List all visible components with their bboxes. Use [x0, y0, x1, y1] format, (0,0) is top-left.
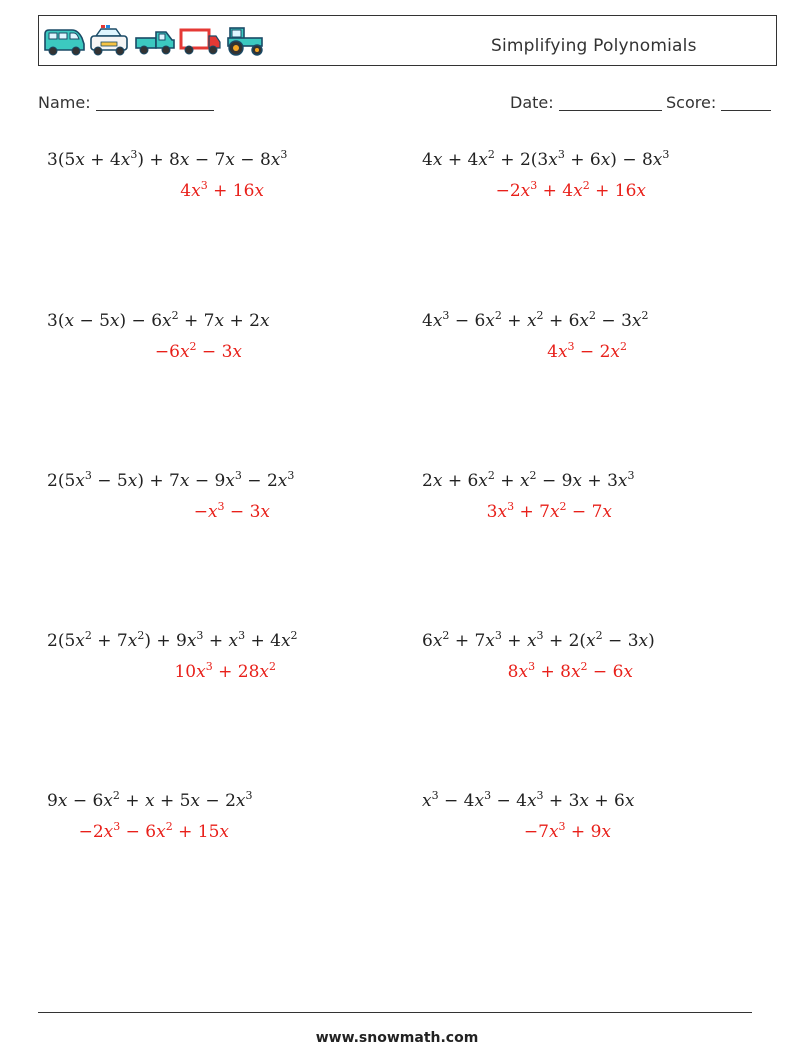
problem-answer: $-x^3 - 3x$: [193, 500, 270, 522]
problem-answer: $-7x^3 + 9x$: [523, 820, 611, 842]
name-label: Name:: [38, 93, 91, 112]
problem-answer: $-6x^2 - 3x$: [154, 340, 242, 362]
problem-answer: $8x^3 + 8x^2 - 6x$: [507, 660, 633, 682]
name-blank[interactable]: [96, 94, 214, 111]
box-truck-icon: [181, 30, 220, 54]
problem-expression: $2(5x^2 + 7x^2) + 9x^3 + x^3 + 4x^2$: [47, 629, 298, 651]
problem-expression: $4x^3 - 6x^2 + x^2 + 6x^2 - 3x^2$: [422, 309, 649, 331]
problem-answer: $4x^3 - 2x^2$: [547, 340, 627, 362]
score-label: Score:: [666, 93, 717, 112]
score-field: [666, 93, 771, 112]
footer-url[interactable]: www.snowmath.com: [315, 1030, 479, 1046]
pickup-truck-icon: [136, 32, 174, 54]
problem-expression: $3(x - 5x) - 6x^2 + 7x + 2x$: [47, 309, 270, 331]
date-blank[interactable]: [559, 94, 662, 111]
van-icon: [45, 30, 84, 55]
problem-answer: $-2x^3 + 4x^2 + 16x$: [495, 179, 646, 201]
problem-expression: $9x - 6x^2 + x + 5x - 2x^3$: [47, 789, 253, 811]
problem-expression: $2x + 6x^2 + x^2 - 9x + 3x^3$: [422, 469, 635, 491]
problem-answer: $4x^3 + 16x$: [180, 179, 264, 201]
problem-expression: $2(5x^3 - 5x) + 7x - 9x^3 - 2x^3$: [47, 469, 295, 491]
problem-answer: $3x^3 + 7x^2 - 7x$: [486, 500, 612, 522]
problem-expression: $6x^2 + 7x^3 + x^3 + 2(x^2 - 3x)$: [422, 629, 655, 651]
tractor-icon: [228, 28, 262, 55]
problem-expression: $3(5x + 4x^3) + 8x - 7x - 8x^3$: [47, 148, 288, 170]
problem-answer: $-2x^3 - 6x^2 + 15x$: [78, 820, 229, 842]
date-label: Date:: [510, 93, 554, 112]
worksheet-title: Simplifying Polynomials: [491, 36, 697, 56]
police-car-icon: [91, 25, 127, 55]
score-blank[interactable]: [721, 94, 771, 111]
problem-expression: $x^3 - 4x^3 - 4x^3 + 3x + 6x$: [422, 789, 635, 811]
name-field: [38, 93, 214, 112]
problem-expression: $4x + 4x^2 + 2(3x^3 + 6x) - 8x^3$: [422, 148, 670, 170]
footer-divider: [38, 1012, 752, 1013]
vehicle-icons: [42, 24, 264, 58]
worksheet-header: [38, 15, 777, 66]
date-field: [510, 93, 662, 112]
problem-answer: $10x^3 + 28x^2$: [174, 660, 276, 682]
